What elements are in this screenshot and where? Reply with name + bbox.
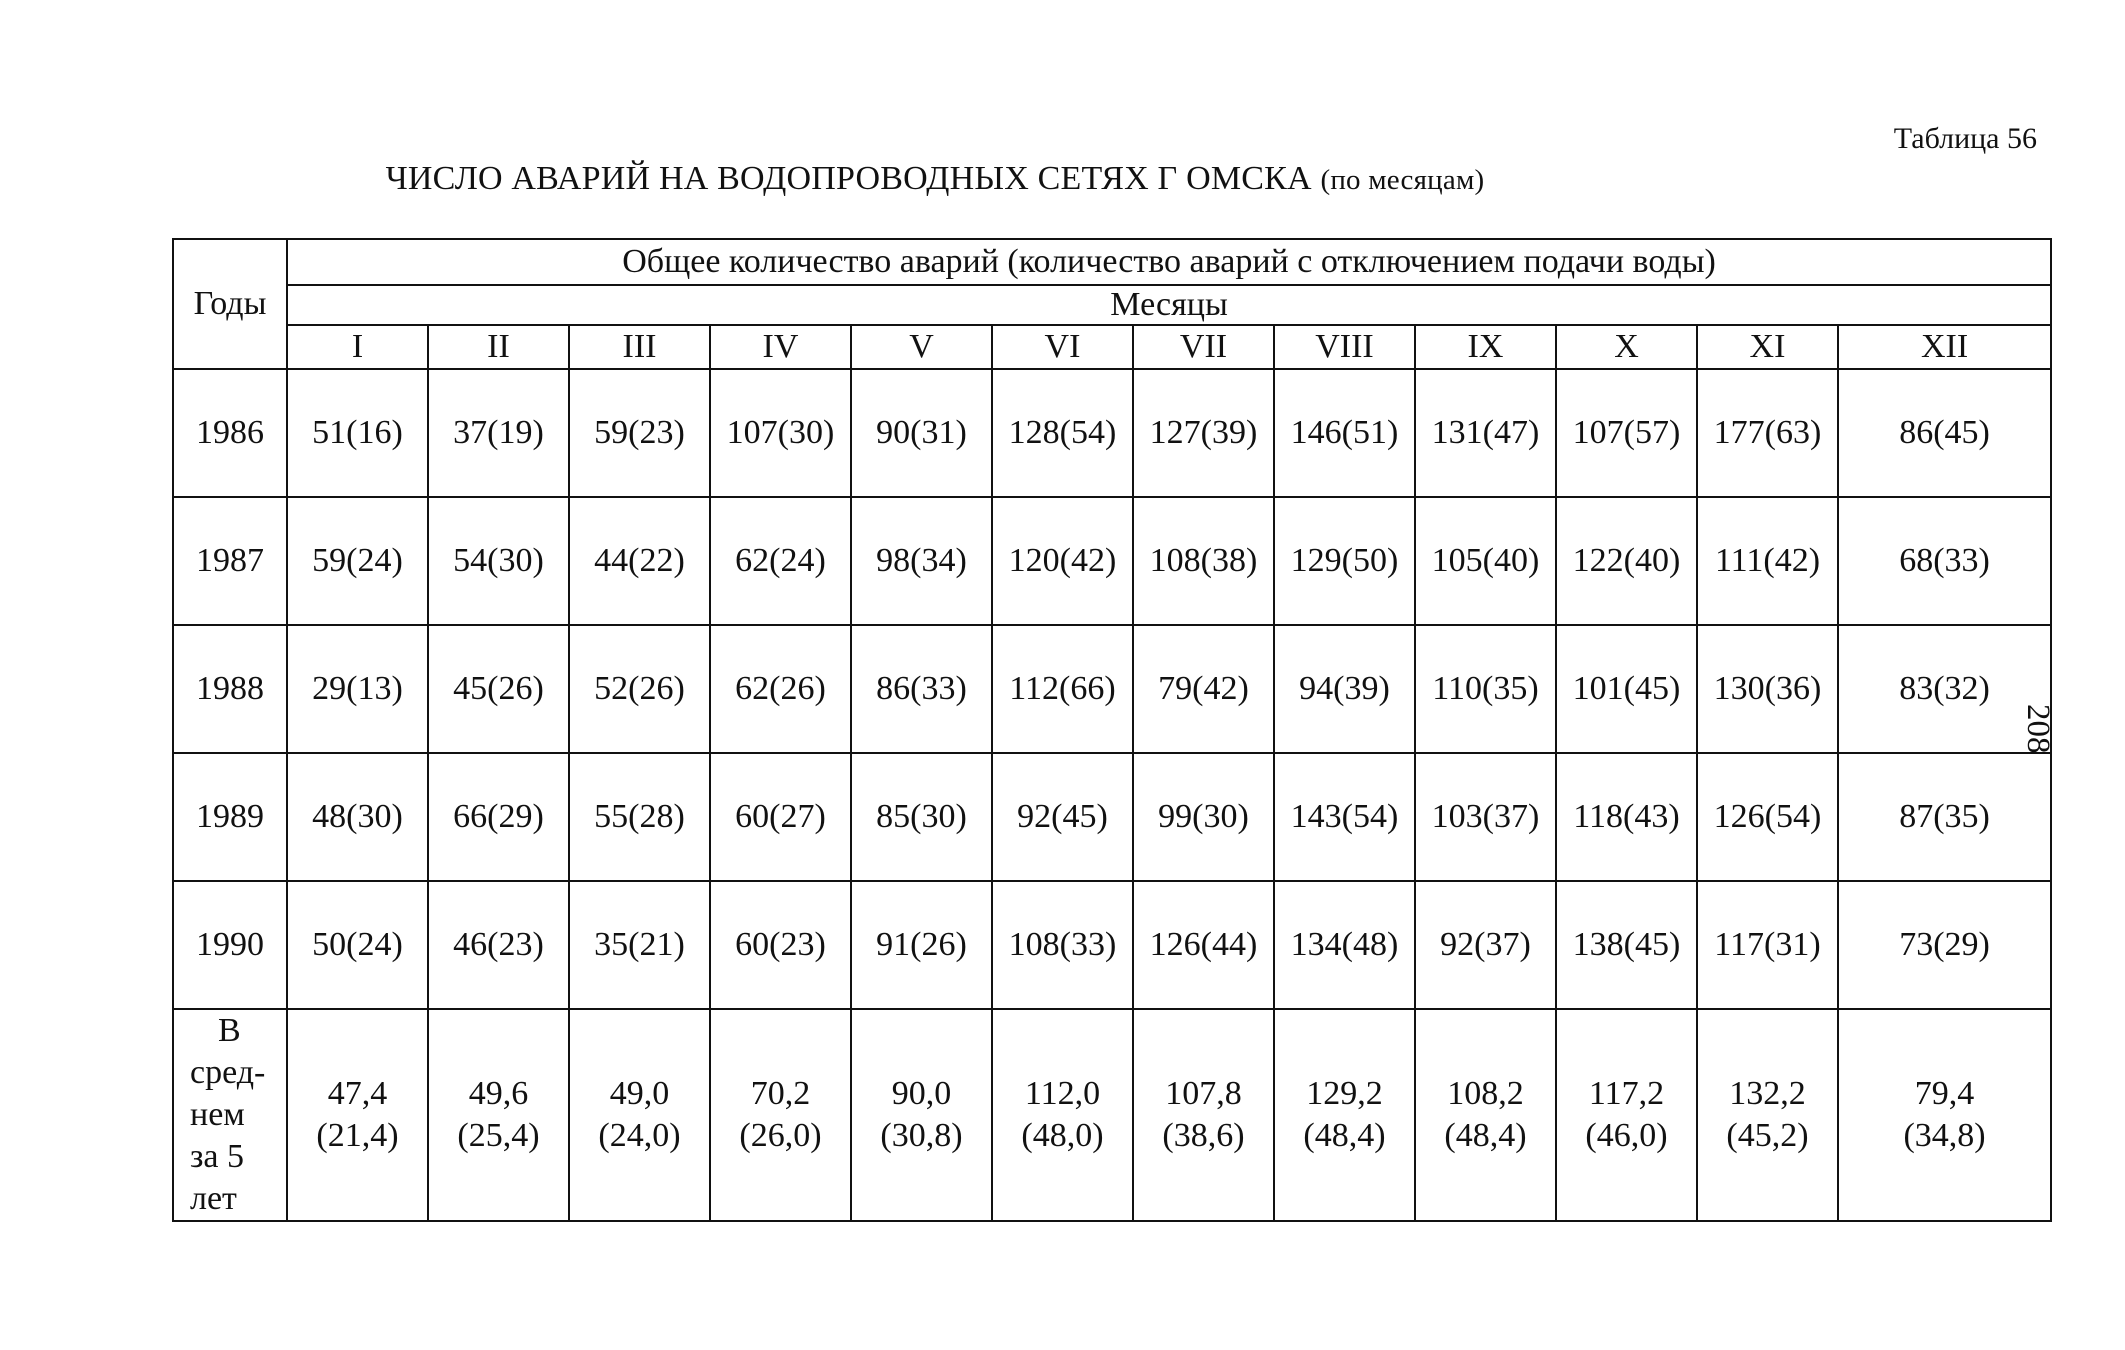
table-title-note: (по месяцам) (1320, 164, 1485, 196)
average-value-cell (1274, 1009, 1415, 1221)
value-cell: 126(54) (1697, 753, 1838, 881)
value-cell: 134(48) (1274, 881, 1415, 1009)
year-cell: 1989 (173, 753, 287, 881)
year-cell: 1990 (173, 881, 287, 1009)
table-title-main: ЧИСЛО АВАРИЙ НА ВОДОПРОВОДНЫХ СЕТЯХ Г ОМСКА (385, 160, 1312, 197)
value-cell: 91(26) (851, 881, 992, 1009)
value-cell: 111(42) (1697, 497, 1838, 625)
value-cell: 79(42) (1133, 625, 1274, 753)
value-cell: 60(23) (710, 881, 851, 1009)
value-cell: 86(45) (1838, 369, 2051, 497)
table-body (173, 369, 2051, 1221)
average-value-cell (1556, 1009, 1697, 1221)
value-cell: 131(47) (1415, 369, 1556, 497)
table-row (173, 497, 2051, 625)
month-header: III (569, 325, 710, 369)
average-total: 117,2 (1588, 1075, 1665, 1112)
value-cell: 107(30) (710, 369, 851, 497)
average-shutoff: (38,6) (1162, 1117, 1245, 1154)
group-header: Общее количество аварий (количество аварий с отключением подачи воды) (287, 239, 2051, 285)
value-cell: 45(26) (428, 625, 569, 753)
value-cell: 112(66) (992, 625, 1133, 753)
year-cell: 1986 (173, 369, 287, 497)
value-cell: 55(28) (569, 753, 710, 881)
year-cell: 1988 (173, 625, 287, 753)
value-cell: 126(44) (1133, 881, 1274, 1009)
average-total: 70,2 (750, 1075, 811, 1112)
month-header: VII (1133, 325, 1274, 369)
years-column-header: Годы (173, 239, 287, 369)
average-row (173, 1009, 2051, 1221)
month-header: I (287, 325, 428, 369)
average-shutoff: (48,4) (1444, 1117, 1527, 1154)
months-header: Месяцы (287, 285, 2051, 325)
month-header: IV (710, 325, 851, 369)
value-cell: 35(21) (569, 881, 710, 1009)
average-total: 107,8 (1165, 1075, 1242, 1112)
header-row-months-label (173, 285, 2051, 325)
header-row-months (173, 325, 2051, 369)
average-total: 49,0 (609, 1075, 670, 1112)
table-header (173, 239, 2051, 369)
value-cell: 66(29) (428, 753, 569, 881)
accidents-table (172, 238, 2052, 1222)
table-title (0, 160, 1870, 198)
average-label-cell (173, 1009, 287, 1221)
value-cell: 122(40) (1556, 497, 1697, 625)
value-cell: 110(35) (1415, 625, 1556, 753)
average-total: 108,2 (1447, 1075, 1524, 1112)
header-row-group (173, 239, 2051, 285)
month-header: VIII (1274, 325, 1415, 369)
year-cell: 1987 (173, 497, 287, 625)
month-header: VI (992, 325, 1133, 369)
value-cell: 146(51) (1274, 369, 1415, 497)
month-header: X (1556, 325, 1697, 369)
value-cell: 177(63) (1697, 369, 1838, 497)
value-cell: 87(35) (1838, 753, 2051, 881)
value-cell: 92(37) (1415, 881, 1556, 1009)
average-value-cell (1133, 1009, 1274, 1221)
value-cell: 98(34) (851, 497, 992, 625)
average-value-cell (1838, 1009, 2051, 1221)
value-cell: 138(45) (1556, 881, 1697, 1009)
value-cell: 107(57) (1556, 369, 1697, 497)
value-cell: 59(24) (287, 497, 428, 625)
average-value-cell (287, 1009, 428, 1221)
average-shutoff: (21,4) (316, 1117, 399, 1154)
average-label-line: В (218, 1012, 241, 1049)
value-cell: 118(43) (1556, 753, 1697, 881)
value-cell: 94(39) (1274, 625, 1415, 753)
page-number: 208 (2020, 704, 2056, 754)
average-total: 47,4 (327, 1075, 388, 1112)
average-shutoff: (30,8) (880, 1117, 963, 1154)
value-cell: 99(30) (1133, 753, 1274, 881)
average-shutoff: (48,4) (1303, 1117, 1386, 1154)
value-cell: 130(36) (1697, 625, 1838, 753)
value-cell: 120(42) (992, 497, 1133, 625)
average-label-line: сред- (190, 1054, 266, 1091)
value-cell: 129(50) (1274, 497, 1415, 625)
value-cell: 68(33) (1838, 497, 2051, 625)
value-cell: 86(33) (851, 625, 992, 753)
value-cell: 37(19) (428, 369, 569, 497)
average-value-cell (1697, 1009, 1838, 1221)
average-label-line: нем (190, 1096, 245, 1133)
value-cell: 51(16) (287, 369, 428, 497)
average-shutoff: (48,0) (1021, 1117, 1104, 1154)
value-cell: 117(31) (1697, 881, 1838, 1009)
average-total: 129,2 (1306, 1075, 1383, 1112)
value-cell: 128(54) (992, 369, 1133, 497)
value-cell: 52(26) (569, 625, 710, 753)
value-cell: 50(24) (287, 881, 428, 1009)
value-cell: 46(23) (428, 881, 569, 1009)
average-total: 90,0 (891, 1075, 952, 1112)
value-cell: 127(39) (1133, 369, 1274, 497)
value-cell: 54(30) (428, 497, 569, 625)
average-total: 112,0 (1024, 1075, 1101, 1112)
value-cell: 29(13) (287, 625, 428, 753)
value-cell: 108(38) (1133, 497, 1274, 625)
value-cell: 62(24) (710, 497, 851, 625)
value-cell: 85(30) (851, 753, 992, 881)
average-value-cell (710, 1009, 851, 1221)
value-cell: 92(45) (992, 753, 1133, 881)
value-cell: 101(45) (1556, 625, 1697, 753)
table-number-label: Таблица 56 (1893, 122, 2037, 155)
value-cell: 90(31) (851, 369, 992, 497)
average-total: 49,6 (468, 1075, 529, 1112)
month-header: V (851, 325, 992, 369)
table-row (173, 753, 2051, 881)
average-value-cell (428, 1009, 569, 1221)
average-value-cell (851, 1009, 992, 1221)
average-shutoff: (34,8) (1903, 1117, 1986, 1154)
average-total: 79,4 (1914, 1075, 1975, 1112)
month-header: IX (1415, 325, 1556, 369)
average-value-cell (992, 1009, 1133, 1221)
value-cell: 44(22) (569, 497, 710, 625)
table-row (173, 881, 2051, 1009)
value-cell: 108(33) (992, 881, 1133, 1009)
average-total: 132,2 (1729, 1075, 1806, 1112)
month-header: II (428, 325, 569, 369)
average-shutoff: (24,0) (598, 1117, 681, 1154)
average-value-cell (1415, 1009, 1556, 1221)
month-header: XII (1838, 325, 2051, 369)
table-row (173, 369, 2051, 497)
average-shutoff: (46,0) (1585, 1117, 1668, 1154)
average-label-line: лет (190, 1180, 237, 1217)
value-cell: 59(23) (569, 369, 710, 497)
value-cell: 73(29) (1838, 881, 2051, 1009)
value-cell: 48(30) (287, 753, 428, 881)
month-header: XI (1697, 325, 1838, 369)
value-cell: 105(40) (1415, 497, 1556, 625)
value-cell: 103(37) (1415, 753, 1556, 881)
table-row (173, 625, 2051, 753)
average-shutoff: (45,2) (1726, 1117, 1809, 1154)
value-cell: 143(54) (1274, 753, 1415, 881)
value-cell: 60(27) (710, 753, 851, 881)
average-value-cell (569, 1009, 710, 1221)
value-cell: 62(26) (710, 625, 851, 753)
average-shutoff: (25,4) (457, 1117, 540, 1154)
average-shutoff: (26,0) (739, 1117, 822, 1154)
average-label-line: за 5 (190, 1138, 245, 1175)
value-cell: 83(32) (1838, 625, 2051, 753)
